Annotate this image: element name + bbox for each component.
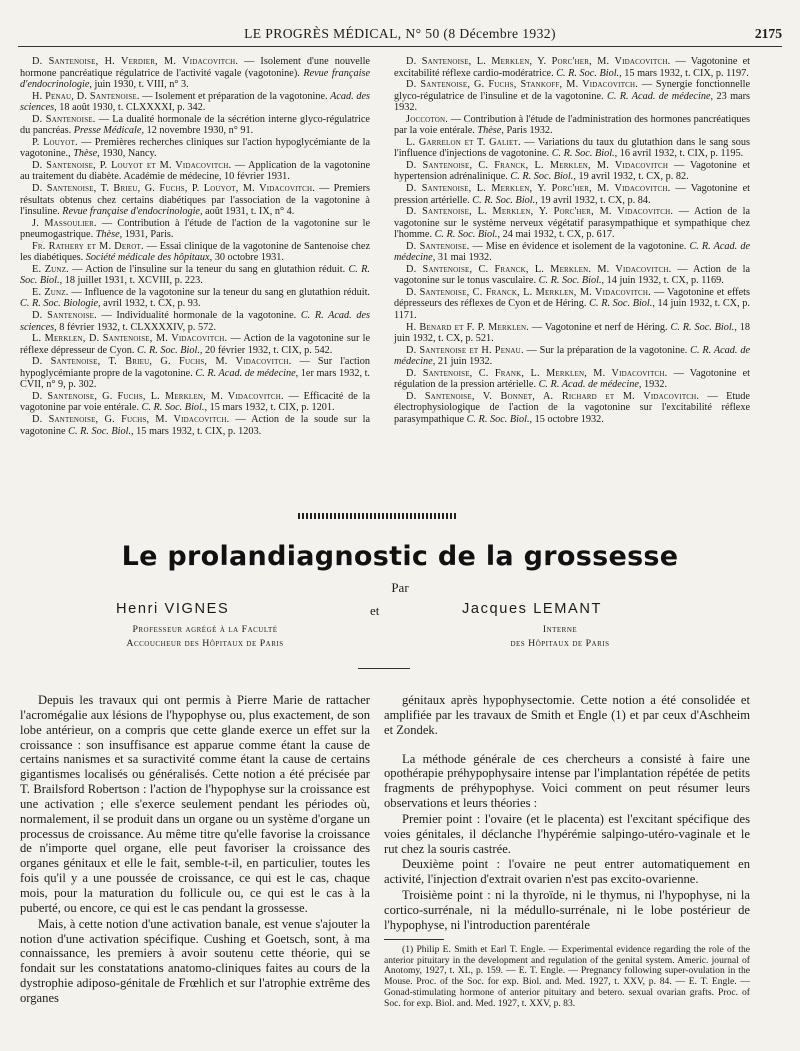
journal-header: LE PROGRÈS MÉDICAL, N° 50 (8 Décembre 1932) xyxy=(244,26,556,41)
reference-authors: J. Massoulier. xyxy=(32,217,97,229)
reference-journal: C. R. Soc. Biologie xyxy=(20,298,99,310)
reference-title: — Variations du taux du glutathion dans le sang sous l'influence d'injections de vagotonine. xyxy=(394,136,750,160)
reference-authors: D. Santenoise. xyxy=(32,113,96,125)
reference-authors: D. Santenoise, P. Louyot et M. Vidacovitch. xyxy=(32,159,232,171)
header-rule xyxy=(18,46,782,47)
reference-title: — Etude électrophysiologique de l'action de la vagotonine sur l'excitabilité réflexe parasympathique xyxy=(394,390,750,425)
reference-journal: C. R. Soc. Biol. xyxy=(472,194,536,206)
reference-journal: Société médicale des hôpitaux xyxy=(85,252,210,264)
body-paragraph: Mais, à cette notion d'une activation banale, est venue s'ajouter la notion d'une activation spécifique. Cushing et Goetsch, sont, à ma connaissance, les premiers à avoir soutenu cette théorie, qui se fondait sur les constatations anatomo-cliniques faites au cours de la dystrophie adiposo-génitale de Frœhlich et sur l'atrophie extrême des organes xyxy=(20,916,370,1005)
reference-entry xyxy=(20,218,370,241)
reference-authors: D. Santenoise, L. Merklen, Y. Porc'her, M. Vidacovitch. xyxy=(406,206,674,218)
reference-journal: C. R. Soc. Biol. xyxy=(551,148,615,160)
reference-title: — Vagotonine et nerf de Héring. xyxy=(529,321,671,333)
author-lemant: Jacques LEMANT xyxy=(462,601,603,617)
reference-authors: D. Santenoise, C. Franck, L. Merklen, M. Vidacovitch. xyxy=(406,286,651,298)
reference-journal: C. R. Acad. des sciences xyxy=(20,310,371,333)
reference-details: , 14 juin 1932, t. CX, p. 1169. xyxy=(601,275,724,287)
reference-details: , 8 février 1932, t. CLXXXXIV, p. 572. xyxy=(54,321,216,333)
footnote: (1) Philip E. Smith et Earl T. Engle. — Experimental evidence regarding the role of the anterior pituitary in the development and regulation of the genital system. Americ. journal of Anotomy, 1927, t. XL, p. 159. — E. T. Engle. — Pregnancy following super-ovulation in the Mouse. Proc. of the Soc. for exp. Biol. and. Med. 1927, t. XXV, p. 84. — E. T. Engle. — Gonad-stimulating hormone of anterior pituitary and betero. sexual ovarian grafts. Proc. of Soc. for exp. Biol. and. Med. 1927, t. XXV, p. 83. xyxy=(384,943,750,1010)
reference-entry xyxy=(20,391,370,414)
reference-journal: Revue française d'endocrinologie xyxy=(62,206,200,218)
reference-authors: D. Santenoise, C. Franck, L. Merklen. M. Vidacovitch. xyxy=(406,263,672,275)
reference-title: — La dualité hormonale de la sécrétion interne glyco-régulatrice du pancréas. xyxy=(20,113,370,137)
reference-journal: C. R. Soc. Biol. xyxy=(670,321,735,333)
reference-details: , juin 1930, t. VIII, n° 3. xyxy=(89,79,189,91)
reference-journal: C. R. Acad. de médecine xyxy=(394,344,751,368)
reference-title: — Mise en évidence et isolement de la vagotonine. xyxy=(469,240,690,252)
reference-title: — Contribution à l'étude de l'action de la vagotonine sur le pneumogastrique. xyxy=(20,217,370,241)
reference-journal: Presse Médicale xyxy=(73,125,142,137)
reference-entry xyxy=(394,391,750,426)
reference-title: — Vagotonine et régulation de la pression artérielle. xyxy=(394,367,750,391)
reference-title: — Sur la préparation de la vagotonine. xyxy=(523,344,691,356)
reference-journal: C. R. Acad. de médecine xyxy=(394,240,751,264)
reference-authors: D. Santenoise et H. Penau. xyxy=(406,344,524,356)
references-right-column xyxy=(394,56,750,426)
reference-entry xyxy=(394,206,750,241)
article-body-left xyxy=(20,693,370,1006)
reference-authors: E. Zunz. xyxy=(32,263,69,275)
body-paragraph: Deuxième point : l'ovaire ne peut entrer automatiquement en activité, l'injection d'extrait ovarien n'est pas excito-ovarienne. xyxy=(384,857,750,887)
reference-journal: C. R. Soc. Biol. xyxy=(466,413,530,425)
reference-authors: D. Santenoise, T. Brieu, G. Fuchs, P. Louyot, M. Vidacovitch. xyxy=(32,183,316,195)
reference-title: — Contribution à l'étude de l'administration des hormones pancréatiques par la voie entérale. xyxy=(394,113,750,137)
reference-entry xyxy=(20,56,370,91)
affiliation-vignes xyxy=(100,623,310,651)
reference-details: , Paris 1932. xyxy=(501,125,553,137)
reference-details: , 19 avril 1932, t. CX, p. 82. xyxy=(573,171,689,183)
reference-authors: D. Santenoise. xyxy=(406,240,470,252)
reference-entry xyxy=(20,241,370,264)
reference-title: — Efficacité de la vagotonine par voie entérale. xyxy=(20,390,370,414)
reference-details: , 18 juin 1932, t. CX, p. 521. xyxy=(394,321,751,345)
affiliation-lemant-line2: des Hôpitaux de Paris xyxy=(510,638,610,649)
reference-title: — Premières recherches cliniques sur l'action hypoglycémiante de la vagotonine., xyxy=(20,136,370,160)
reference-details: , 15 mars 1932, t. CIX, p. 1201. xyxy=(204,402,335,414)
reference-entry xyxy=(394,79,750,114)
reference-authors: D. Santenoise, V. Bonnet, A. Richard et M. Vidacovitch. xyxy=(406,390,700,402)
reference-entry xyxy=(394,160,750,183)
reference-details: , avril 1932, t. CX, p. 93. xyxy=(98,298,201,310)
author-conjunction: et xyxy=(370,603,380,618)
reference-title: — Action de la vagotonine sur le tonus vasculaire. xyxy=(394,263,750,287)
body-paragraph: Depuis les travaux qui ont permis à Pierre Marie de rattacher l'acromégalie aux lésions de l'hypophyse ou, plus exactement, de son lobe antérieur, on a compris que cette glande exerce un effet sur la croissance : son insuffisance est apparue comme étant la cause de certains nanismes et sa suractivité comme étant la cause de certains gigantismes localisés ou généralisés. Cette notion a été précisée par T. Brailsford Robertson : l'action de l'hypophyse sur la croissance est une activation ; elle s'exerce seulement pendant les périodes où, normalement, il se produit dans un organe ou un système d'organe un processus de croissance. Au même titre qu'elle favorise la croissance de n'importe quel organe, elle peut favoriser la croissance des organes génitaux et elle le fait, semble-t-il, en particulier, toutes les fois qu'il y a une poussée de croissance, ce qui est le cas, chaque mois, pour la maturation du follicule ou, ce qui est le cas à la puberté, ou encore, ce qui est le cas pendant la grossesse. xyxy=(20,693,370,915)
reference-title: — Premiers résultats obtenus chez certains diabétiques par l'association de la vagotonine à l'insuline. xyxy=(20,183,370,218)
reference-details: , 1930, Nancy. xyxy=(97,148,157,160)
reference-entry xyxy=(394,287,750,322)
reference-authors: D. Santenoise, H. Verdier, M. Vidacovitch. xyxy=(32,56,239,67)
reference-journal: C. R. Soc. Biol. xyxy=(538,275,602,287)
reference-entry xyxy=(20,137,370,160)
references-left-column xyxy=(20,56,370,437)
reference-authors: H. Penau, D. Santenoise. xyxy=(32,90,140,102)
reference-title: — Synergie fonctionnelle glyco-régulatrice de l'insuline et de la vagotonine. xyxy=(394,79,750,102)
page-number: 2175 xyxy=(754,26,782,41)
author-vignes: Henri VIGNES xyxy=(116,601,230,617)
reference-journal: Revue française d'endocrinologie xyxy=(20,67,370,91)
reference-details: , 15 octobre 1932. xyxy=(529,413,604,425)
reference-title: — Individualité hormonale de la vagotonine. xyxy=(96,310,301,322)
reference-details: , 15 mars 1932, t. CIX, p. 1203. xyxy=(131,425,262,437)
body-paragraph: La méthode générale de ces chercheurs a consisté à faire une opothérapie préhypophysaire intense par l'implantation répétée de petits fragments de préhypophyse. Voici comment on peut résumer leurs observations et leurs théories : xyxy=(384,751,750,811)
reference-entry xyxy=(394,368,750,391)
reference-authors: Joccoton. xyxy=(406,113,449,125)
reference-details: , 16 avril 1932, t. CIX, p. 1195. xyxy=(614,148,744,160)
reference-journal: C. R. Soc. Biol. xyxy=(20,263,370,287)
reference-authors: D. Santenoise, C. Frank, L. Merklen, M. Vidacovitch. xyxy=(406,367,668,379)
running-head xyxy=(18,26,782,46)
reference-title: — Vagotonine et effets dépresseurs des réflexes de Cyon et de Héring. xyxy=(394,286,750,310)
reference-details: , 19 avril 1932, t. CX, p. 84. xyxy=(535,194,651,206)
reference-journal: C. R. Acad. de médecine xyxy=(195,367,296,379)
reference-details: , 24 mai 1932, t. CX, p. 617. xyxy=(497,229,615,241)
reference-title: — Action de la vagotonine sur le réflexe dépresseur de Cyon. xyxy=(20,333,371,356)
reference-title: — Action de la vagotonine sur le système nerveux végétatif parasympathique et sympathique chez l'homme. xyxy=(394,206,750,241)
body-paragraph: Premier point : l'ovaire (et le placenta) est l'excitant spécifique des voies génitales, il déclanche l'hypérémie salpingo-utéro-vaginale et le rut chez la souris castrée. xyxy=(384,811,750,856)
reference-title: — Isolement d'une nouvelle hormone pancréatique régulatrice de l'activité vagale (vagotonine). xyxy=(20,56,370,79)
reference-entry xyxy=(394,241,750,264)
reference-entry xyxy=(20,414,370,437)
reference-journal: Thèse xyxy=(477,125,502,137)
reference-authors: Fr. Rathery et M. Derot. xyxy=(32,240,144,252)
reference-entry xyxy=(394,137,750,160)
reference-details: , août 1931, t. IX, n° 4. xyxy=(199,206,295,218)
affiliation-lemant-line1: Interne xyxy=(542,624,578,635)
reference-details: , 1932. xyxy=(638,379,668,391)
reference-title: — Essai clinique de la vagotonine de Santenoise chez les diabétiques. xyxy=(20,240,370,264)
reference-title: — Influence de la vagotonine sur la teneur du sang en glutathion réduit. xyxy=(68,286,370,298)
reference-title: — Action de la soude sur la vagotonine xyxy=(20,413,370,437)
reference-authors: D. Santenoise. xyxy=(32,310,97,322)
reference-journal: C. R. Soc. Biol. xyxy=(434,229,498,241)
reference-title: — Sur l'action hypoglycémiante propre de la vagotonine. xyxy=(20,356,370,379)
reference-journal: C. R. Soc. Biol. xyxy=(589,298,653,310)
reference-entry xyxy=(20,356,370,391)
article-title: Le prolandiagnostic de la grossesse xyxy=(121,541,679,572)
body-paragraph: Troisième point : ni la thyroïde, ni le thymus, ni l'hypophyse, ni la cortico-surrénale, ni la médullo-surrénale, ni le lobe postérieur de l'hypophyse, ni l'introduction parentérale xyxy=(384,888,750,932)
reference-journal: C. R. Soc. Biol. xyxy=(556,67,620,79)
reference-entry xyxy=(394,345,750,368)
reference-authors: L. Garrelon et T. Galiet. xyxy=(406,136,521,148)
reference-authors: L. Merklen, D. Santenoise, M. Vidacovitch. xyxy=(32,333,228,345)
reference-journal: C. R. Acad. de médecine xyxy=(607,90,711,102)
reference-journal: Acad. des sciences xyxy=(20,90,370,114)
reference-authors: D. Santenoise, G. Fuchs, Stankoff, M. Vidacovitch. xyxy=(406,79,639,91)
reference-details: , 30 octobre 1931. xyxy=(209,252,284,264)
footnote-rule xyxy=(384,939,444,940)
reference-entry xyxy=(20,287,370,310)
reference-authors: D. Santenoise, L. Merklen, Y. Porc'her, M. Vidacovitch. xyxy=(406,183,671,195)
reference-entry xyxy=(20,264,370,287)
reference-entry xyxy=(394,322,750,345)
reference-entry xyxy=(20,91,370,114)
reference-authors: H. Benard et F. P. Merklen. xyxy=(406,321,530,333)
reference-entry xyxy=(20,310,370,333)
reference-entry xyxy=(20,183,370,218)
reference-details: , 20 février 1932, t. CIX, p. 542. xyxy=(199,344,333,356)
reference-authors: E. Zunz. xyxy=(32,286,69,298)
reference-title: — Isolement et préparation de la vagotonine. xyxy=(139,90,331,102)
reference-details: , 23 mars 1932. xyxy=(394,90,750,114)
affiliation-vignes-line1: Professeur agrégé à la Faculté xyxy=(132,624,278,635)
reference-details: , 14 juin 1932, t. CX, p. 1171. xyxy=(394,298,750,322)
reference-authors: D. Santenoise, L. Merklen, Y. Porc'her, M. Vidacovitch. xyxy=(406,56,671,67)
reference-authors: P. Louyot. xyxy=(32,136,78,148)
title-rule xyxy=(358,668,410,669)
reference-entry xyxy=(20,114,370,137)
affiliation-lemant xyxy=(470,623,650,651)
section-ornament xyxy=(298,513,458,519)
reference-details: , 18 juillet 1931, t. XCVIII, p. 223. xyxy=(59,275,203,287)
reference-entry xyxy=(20,333,370,356)
affiliation-vignes-line2: Accoucheur des Hôpitaux de Paris xyxy=(126,638,284,649)
reference-title: — Vagotonine et pression artérielle. xyxy=(394,183,750,206)
reference-details: , 12 novembre 1930, n° 91. xyxy=(141,125,254,137)
reference-entry xyxy=(394,56,750,79)
reference-entry xyxy=(394,114,750,137)
reference-title: — Action de l'insuline sur la teneur du sang en glutathion réduit. xyxy=(68,263,349,275)
reference-details: , 21 juin 1932. xyxy=(432,356,493,368)
reference-journal: C. R. Acad. de médecine xyxy=(538,379,639,391)
article-body-right xyxy=(384,693,750,1010)
reference-journal: C. R. Soc. Biol. xyxy=(141,402,205,414)
reference-authors: D. Santenoise, G. Fuchs, L. Merklen, M. Vidacovitch. xyxy=(32,390,284,402)
reference-journal: C. R. Soc. Biol. xyxy=(68,425,132,437)
reference-entry xyxy=(394,183,750,206)
reference-title: — Vagotonine et hypertension adrénalinique. xyxy=(394,159,750,183)
reference-details: , 1er mars 1932, t. CVII, n° 9, p. 302. xyxy=(20,367,370,391)
reference-entry xyxy=(394,264,750,287)
reference-title: — Vagotonine et excitabilité réflexe cardio-modératrice. xyxy=(394,56,750,79)
reference-details: , 1931, Paris. xyxy=(119,229,174,241)
reference-journal: C. R. Soc. Biol. xyxy=(136,344,200,356)
reference-authors: D. Santenoise, C. Franck, L. Merklen, M. Vidacovitch xyxy=(406,159,669,171)
reference-authors: D. Santenoise, T. Brieu, G. Fuchs, M. Vidacovitch. xyxy=(32,356,292,368)
by-line: Par xyxy=(391,580,409,595)
reference-details: , 18 août 1930, t. CLXXXXI, p. 342. xyxy=(54,102,206,114)
reference-details: , 31 mai 1932. xyxy=(432,252,492,264)
reference-details: , 15 mars 1932, t. CIX, p. 1197. xyxy=(619,67,749,79)
reference-entry xyxy=(20,160,370,183)
reference-journal: Thèse xyxy=(95,229,120,241)
body-paragraph: génitaux après hypophysectomie. Cette notion a été consolidée et amplifiée par les travaux de Smith et Engle (1) et par ceux d'Aschheim et Zondek. xyxy=(384,693,750,737)
reference-journal: Thèse xyxy=(73,148,98,160)
reference-journal: C. R. Soc. Biol. xyxy=(510,171,574,183)
reference-title: — Application de la vagotonine au traitement du diabète. Académie de médecine, 10 février 1931. xyxy=(20,159,370,183)
reference-authors: D. Santenoise, G. Fuchs, M. Vidacovitch. xyxy=(32,413,230,425)
